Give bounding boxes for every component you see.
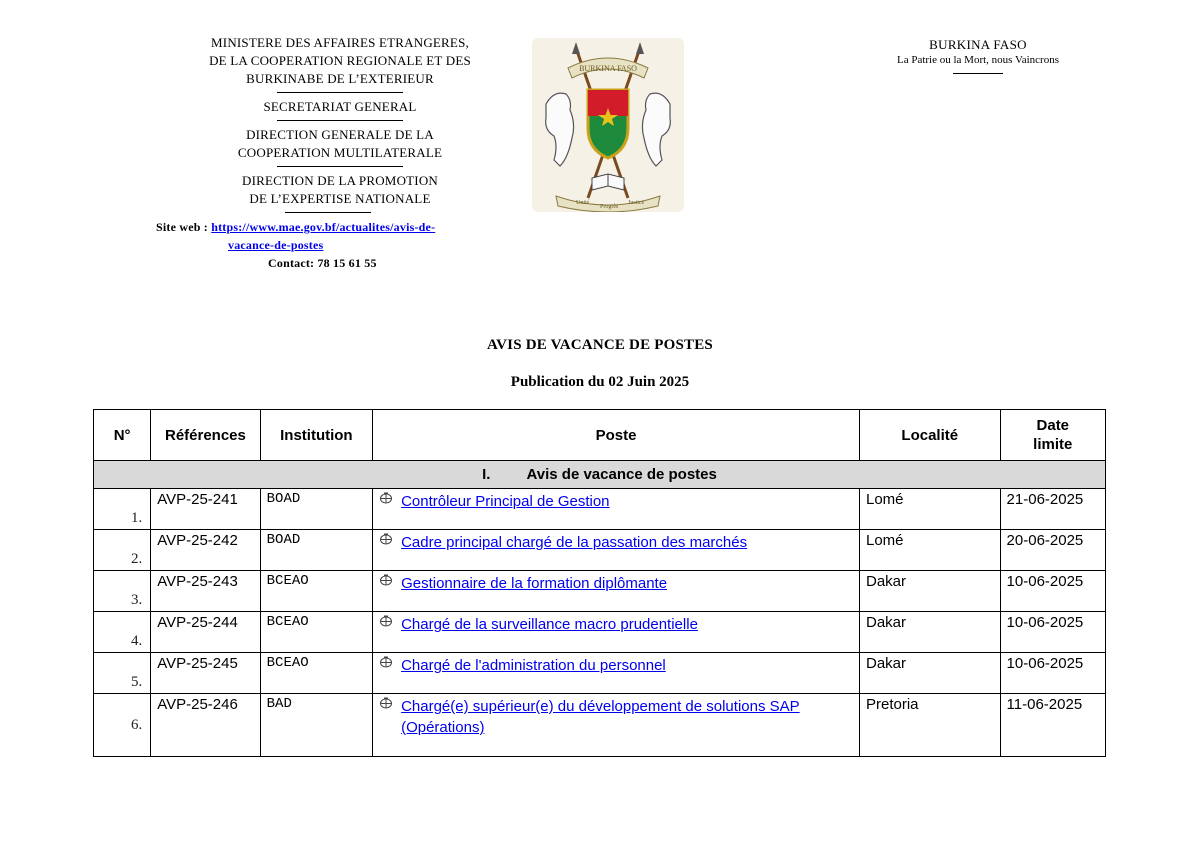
direction-promotion-line-1: DIRECTION DE LA PROMOTION xyxy=(241,173,439,188)
row-date-limite: 10-06-2025 xyxy=(1000,653,1105,694)
emblem-banner-text: BURKINA FASO xyxy=(579,64,637,73)
row-institution: BOAD xyxy=(260,489,372,530)
contact-info: Contact: 78 15 61 55 xyxy=(268,256,377,270)
header-poste: Poste xyxy=(373,410,860,461)
job-posting-link[interactable]: Cadre principal chargé de la passation des marchés xyxy=(401,534,748,551)
job-posting-link[interactable]: Chargé de la surveillance macro prudentielle xyxy=(401,616,698,633)
header-divider xyxy=(285,212,371,213)
row-localite: Dakar xyxy=(860,653,1001,694)
job-link-icon xyxy=(379,573,393,585)
website-line xyxy=(156,218,500,254)
header-institution: Institution xyxy=(260,410,372,461)
job-posting-link[interactable]: Chargé(e) supérieur(e) du développement de solutions SAP (Opérations) xyxy=(401,698,800,736)
website-label: Site web : xyxy=(156,220,212,234)
row-institution: BCEAO xyxy=(260,571,372,612)
job-posting-link[interactable]: Chargé de l'administration du personnel xyxy=(401,657,666,674)
header-divider xyxy=(277,120,403,121)
row-number: 5. xyxy=(94,653,151,694)
section-label: Avis de vacance de postes xyxy=(526,466,717,483)
document-title: AVIS DE VACANCE DE POSTES xyxy=(487,337,713,353)
ministry-line-2: DE LA COOPERATION REGIONALE ET DES xyxy=(209,53,471,68)
row-localite: Dakar xyxy=(860,612,1001,653)
row-institution: BOAD xyxy=(260,530,372,571)
section-number: I. xyxy=(482,466,491,483)
national-motto: La Patrie ou la Mort, nous Vaincrons xyxy=(896,54,1060,66)
row-institution: BAD xyxy=(260,694,372,757)
row-localite: Lomé xyxy=(860,489,1001,530)
section-title xyxy=(94,461,1106,489)
table-row xyxy=(94,571,1106,612)
row-institution: BCEAO xyxy=(260,612,372,653)
header-references: Références xyxy=(151,410,260,461)
job-link-icon xyxy=(379,614,393,626)
header-divider xyxy=(953,73,1003,74)
coat-of-arms-icon xyxy=(532,38,684,212)
header-localite: Localité xyxy=(860,410,1001,461)
row-date-limite: 21-06-2025 xyxy=(1000,489,1105,530)
row-date-limite: 10-06-2025 xyxy=(1000,612,1105,653)
row-institution: BCEAO xyxy=(260,653,372,694)
row-poste xyxy=(373,530,860,571)
row-poste xyxy=(373,612,860,653)
row-reference: AVP-25-245 xyxy=(151,653,260,694)
row-number: 4. xyxy=(94,612,151,653)
direction-generale-line-1: DIRECTION GENERALE DE LA xyxy=(246,127,434,142)
row-number: 2. xyxy=(94,530,151,571)
header-date-limite xyxy=(1000,410,1105,461)
row-date-limite: 10-06-2025 xyxy=(1000,571,1105,612)
row-date-limite: 20-06-2025 xyxy=(1000,530,1105,571)
country-name: BURKINA FASO xyxy=(929,37,1027,52)
row-reference: AVP-25-243 xyxy=(151,571,260,612)
website-link[interactable]: https://www.mae.gov.bf/actualites/avis-de- xyxy=(211,220,436,234)
section-row xyxy=(94,461,1106,489)
job-link-icon xyxy=(379,696,393,708)
emblem-ribbon-word-1: Unité xyxy=(576,200,590,206)
row-number: 3. xyxy=(94,571,151,612)
job-link-icon xyxy=(379,655,393,667)
row-poste xyxy=(373,571,860,612)
table-row xyxy=(94,694,1106,757)
header-divider xyxy=(277,92,403,93)
website-link-continued[interactable]: vacance-de-postes xyxy=(228,238,324,252)
header-date-line1: Date xyxy=(1036,417,1070,434)
country-header xyxy=(870,36,1086,74)
vacancies-table xyxy=(93,409,1106,757)
job-link-icon xyxy=(379,532,393,544)
row-poste xyxy=(373,653,860,694)
table-row xyxy=(94,612,1106,653)
table-row xyxy=(94,489,1106,530)
table-header-row xyxy=(94,410,1106,461)
row-poste xyxy=(373,489,860,530)
row-reference: AVP-25-246 xyxy=(151,694,260,757)
row-number: 1. xyxy=(94,489,151,530)
direction-generale-line-2: COOPERATION MULTILATERALE xyxy=(237,145,443,160)
header-divider xyxy=(277,166,403,167)
emblem-ribbon-word-2: Progrès xyxy=(600,204,619,210)
row-reference: AVP-25-241 xyxy=(151,489,260,530)
table-row xyxy=(94,530,1106,571)
header-date-line2: limite xyxy=(1033,436,1073,453)
coat-of-arms-emblem xyxy=(532,38,684,212)
emblem-ribbon-word-3: Justice xyxy=(628,200,645,206)
row-date-limite: 11-06-2025 xyxy=(1000,694,1105,757)
table-row xyxy=(94,653,1106,694)
ministry-line-1: MINISTERE DES AFFAIRES ETRANGERES, xyxy=(211,35,469,50)
row-localite: Pretoria xyxy=(860,694,1001,757)
header-num: N° xyxy=(94,410,151,461)
row-localite: Lomé xyxy=(860,530,1001,571)
job-posting-link[interactable]: Contrôleur Principal de Gestion xyxy=(401,493,610,510)
row-poste xyxy=(373,694,860,757)
publication-date: Publication du 02 Juin 2025 xyxy=(510,374,690,390)
job-link-icon xyxy=(379,491,393,503)
job-posting-link[interactable]: Gestionnaire de la formation diplômante xyxy=(401,575,668,592)
row-reference: AVP-25-242 xyxy=(151,530,260,571)
secretariat-label: SECRETARIAT GENERAL xyxy=(263,99,417,114)
direction-promotion-line-2: DE L’EXPERTISE NATIONALE xyxy=(249,191,431,206)
ministry-header xyxy=(156,34,500,272)
row-reference: AVP-25-244 xyxy=(151,612,260,653)
row-localite: Dakar xyxy=(860,571,1001,612)
row-number: 6. xyxy=(94,694,151,757)
ministry-line-3: BURKINABE DE L’EXTERIEUR xyxy=(246,71,434,86)
